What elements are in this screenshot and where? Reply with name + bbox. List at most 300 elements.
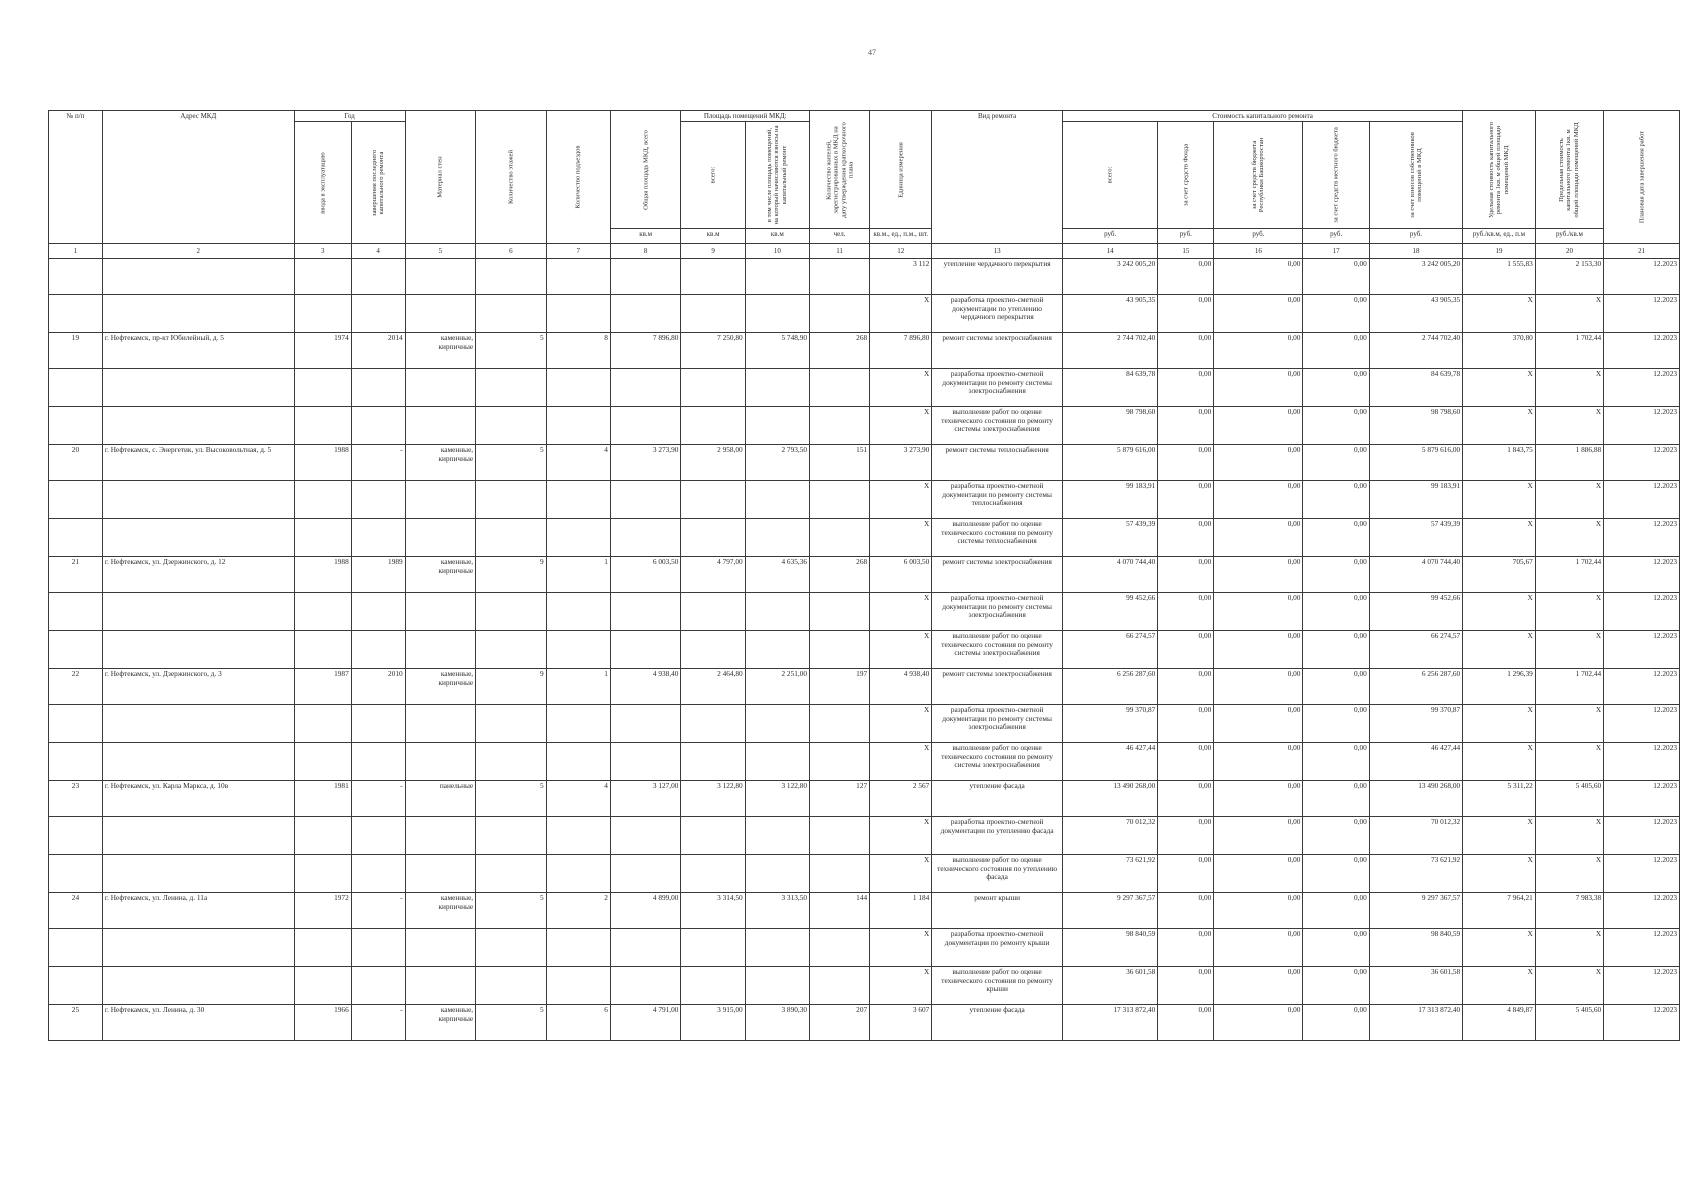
address-cell: г. Нефтекамск, ул. Карла Маркса, д. 10в	[102, 781, 294, 817]
last-repair-cell: 2010	[351, 669, 405, 705]
premises-area-cell	[681, 817, 745, 855]
fund-cell: 0,00	[1158, 705, 1214, 743]
row-number	[49, 481, 103, 519]
premises-area-cell: 4 797,00	[681, 557, 745, 593]
limit-cost-cell: 1 702,44	[1535, 333, 1603, 369]
wall-material-cell	[405, 855, 476, 893]
deadline-cell: 12.2023	[1604, 445, 1680, 481]
unit-value-cell: 1 184	[870, 893, 932, 929]
budget-local-cell: 0,00	[1303, 519, 1369, 557]
cost-total-cell: 98 840,59	[1062, 929, 1157, 967]
deadline-cell: 12.2023	[1604, 893, 1680, 929]
cost-total-cell: 66 274,57	[1062, 631, 1157, 669]
residential-area-cell	[745, 929, 809, 967]
header-residents: Количество жителей, зарегистрированных в МКД на дату утверждения краткосрочного плана	[810, 111, 870, 229]
cost-total-cell: 84 639,78	[1062, 369, 1157, 407]
address-cell	[102, 705, 294, 743]
premises-area-cell: 3 122,80	[681, 781, 745, 817]
last-repair-cell	[351, 743, 405, 781]
work-type-cell: утепление чердачного перекрытия	[932, 259, 1063, 295]
wall-material-cell	[405, 817, 476, 855]
premises-area-cell	[681, 855, 745, 893]
cost-total-cell: 46 427,44	[1062, 743, 1157, 781]
page-number: 47	[868, 48, 876, 57]
wall-material-cell	[405, 259, 476, 295]
column-number: 12	[870, 244, 932, 259]
residents-cell: 268	[810, 557, 870, 593]
entrances-cell	[546, 855, 610, 893]
entrances-cell: 6	[546, 1005, 610, 1041]
work-type-cell: выполнение работ по оценке технического состояния по ремонту системы электроснабжения	[932, 631, 1063, 669]
address-cell: г. Нефтекамск, ул. Ленина, д. 30	[102, 1005, 294, 1041]
row-number	[49, 743, 103, 781]
budget-local-cell: 0,00	[1303, 557, 1369, 593]
residents-cell: 207	[810, 1005, 870, 1041]
row-number	[49, 369, 103, 407]
last-repair-cell: -	[351, 445, 405, 481]
deadline-cell: 12.2023	[1604, 1005, 1680, 1041]
column-number: 7	[546, 244, 610, 259]
commission-year-cell: 1972	[294, 893, 351, 929]
residents-cell: 151	[810, 445, 870, 481]
commission-year-cell	[294, 929, 351, 967]
work-type-cell: выполнение работ по оценке технического состояния по утеплению фасада	[932, 855, 1063, 893]
residents-cell: 127	[810, 781, 870, 817]
specific-cost-cell: X	[1463, 631, 1536, 669]
last-repair-cell	[351, 593, 405, 631]
header-last-repair: завершения последнего капитального ремонта	[351, 122, 405, 244]
unit-value-cell: X	[870, 295, 932, 333]
owners-cell: 66 274,57	[1369, 631, 1462, 669]
residents-cell	[810, 369, 870, 407]
fund-cell: 0,00	[1158, 259, 1214, 295]
floors-cell	[476, 295, 547, 333]
row-number	[49, 259, 103, 295]
work-type-cell: разработка проектно-сметной документации по ремонту системы электроснабжения	[932, 593, 1063, 631]
wall-material-cell	[405, 929, 476, 967]
fund-cell: 0,00	[1158, 481, 1214, 519]
commission-year-cell: 1988	[294, 557, 351, 593]
fund-cell: 0,00	[1158, 817, 1214, 855]
unit-value-cell: X	[870, 631, 932, 669]
budget-rb-cell: 0,00	[1214, 369, 1303, 407]
total-area-cell	[610, 295, 681, 333]
specific-cost-cell: X	[1463, 817, 1536, 855]
budget-local-cell: 0,00	[1303, 1005, 1369, 1041]
cost-total-cell: 9 297 367,57	[1062, 893, 1157, 929]
address-cell	[102, 929, 294, 967]
address-cell	[102, 743, 294, 781]
unit-value-cell: 3 112	[870, 259, 932, 295]
row-number	[49, 295, 103, 333]
unit-value-cell: X	[870, 519, 932, 557]
unit-value-cell: X	[870, 855, 932, 893]
unit-sqm-total: кв.м	[610, 229, 681, 244]
fund-cell: 0,00	[1158, 669, 1214, 705]
commission-year-cell	[294, 259, 351, 295]
total-area-cell: 4 899,00	[610, 893, 681, 929]
fund-cell: 0,00	[1158, 445, 1214, 481]
work-type-cell: ремонт крыши	[932, 893, 1063, 929]
row-number: 24	[49, 893, 103, 929]
wall-material-cell: каменные, кирпичные	[405, 669, 476, 705]
table-row	[49, 333, 1680, 369]
specific-cost-cell: X	[1463, 407, 1536, 445]
residents-cell: 268	[810, 333, 870, 369]
budget-local-cell: 0,00	[1303, 855, 1369, 893]
entrances-cell	[546, 593, 610, 631]
specific-cost-cell: 7 964,21	[1463, 893, 1536, 929]
residential-area-cell	[745, 817, 809, 855]
wall-material-cell	[405, 481, 476, 519]
column-number: 9	[681, 244, 745, 259]
total-area-cell	[610, 817, 681, 855]
column-number: 6	[476, 244, 547, 259]
residents-cell	[810, 593, 870, 631]
entrances-cell	[546, 259, 610, 295]
repair-plan-table	[48, 110, 1680, 1041]
header-fund: за счет средств Фонда	[1158, 122, 1214, 229]
floors-cell: 5	[476, 893, 547, 929]
entrances-cell: 2	[546, 893, 610, 929]
premises-area-cell	[681, 295, 745, 333]
last-repair-cell	[351, 967, 405, 1005]
cost-total-cell: 99 452,66	[1062, 593, 1157, 631]
commission-year-cell	[294, 705, 351, 743]
budget-rb-cell: 0,00	[1214, 557, 1303, 593]
column-number: 3	[294, 244, 351, 259]
residential-area-cell	[745, 481, 809, 519]
column-number: 5	[405, 244, 476, 259]
unit-rub-total: руб.	[1062, 229, 1157, 244]
row-number	[49, 705, 103, 743]
column-number: 16	[1214, 244, 1303, 259]
residents-cell: 197	[810, 669, 870, 705]
residential-area-cell	[745, 593, 809, 631]
premises-area-cell: 3 314,50	[681, 893, 745, 929]
header-total-area: Общая площадь МКД, всего	[610, 111, 681, 229]
table-row	[49, 781, 1680, 817]
last-repair-cell	[351, 519, 405, 557]
row-number: 21	[49, 557, 103, 593]
budget-local-cell: 0,00	[1303, 781, 1369, 817]
table-row	[49, 705, 1680, 743]
unit-value-cell: X	[870, 967, 932, 1005]
commission-year-cell: 1981	[294, 781, 351, 817]
wall-material-cell	[405, 295, 476, 333]
specific-cost-cell: X	[1463, 369, 1536, 407]
row-number: 20	[49, 445, 103, 481]
row-number	[49, 967, 103, 1005]
header-deadline: Плановая дата завершения работ	[1604, 111, 1680, 244]
address-cell	[102, 369, 294, 407]
header-limit: Предельная стоимость капитального ремонта 1кв. м общей площади помещений МКД	[1535, 111, 1603, 229]
column-number: 11	[810, 244, 870, 259]
deadline-cell: 12.2023	[1604, 929, 1680, 967]
floors-cell	[476, 519, 547, 557]
limit-cost-cell: X	[1535, 407, 1603, 445]
budget-rb-cell: 0,00	[1214, 333, 1303, 369]
limit-cost-cell: 7 983,38	[1535, 893, 1603, 929]
specific-cost-cell: X	[1463, 295, 1536, 333]
table-body	[49, 259, 1680, 1041]
entrances-cell	[546, 705, 610, 743]
header-num: № п/п	[49, 111, 103, 244]
unit-rub-specific: руб./кв.м, ед., п.м	[1463, 229, 1536, 244]
residential-area-cell: 3 890,30	[745, 1005, 809, 1041]
limit-cost-cell: X	[1535, 705, 1603, 743]
entrances-cell: 8	[546, 333, 610, 369]
last-repair-cell	[351, 855, 405, 893]
floors-cell	[476, 855, 547, 893]
total-area-cell: 3 127,00	[610, 781, 681, 817]
owners-cell: 98 840,59	[1369, 929, 1462, 967]
commission-year-cell	[294, 631, 351, 669]
total-area-cell: 7 896,80	[610, 333, 681, 369]
work-type-cell: утепление фасада	[932, 1005, 1063, 1041]
table-row	[49, 743, 1680, 781]
wall-material-cell: каменные, кирпичные	[405, 1005, 476, 1041]
cost-total-cell: 3 242 005,20	[1062, 259, 1157, 295]
owners-cell: 98 798,60	[1369, 407, 1462, 445]
table-row	[49, 929, 1680, 967]
header-premises-group: Площадь помещений МКД:	[681, 111, 810, 122]
fund-cell: 0,00	[1158, 781, 1214, 817]
last-repair-cell: 1989	[351, 557, 405, 593]
wall-material-cell	[405, 967, 476, 1005]
residential-area-cell: 3 313,50	[745, 893, 809, 929]
header-entrances: Количество подъездов	[546, 111, 610, 244]
budget-rb-cell: 0,00	[1214, 817, 1303, 855]
budget-rb-cell: 0,00	[1214, 407, 1303, 445]
premises-area-cell	[681, 631, 745, 669]
floors-cell: 9	[476, 669, 547, 705]
deadline-cell: 12.2023	[1604, 333, 1680, 369]
header-year-group: Год	[294, 111, 405, 122]
deadline-cell: 12.2023	[1604, 295, 1680, 333]
budget-rb-cell: 0,00	[1214, 259, 1303, 295]
owners-cell: 99 452,66	[1369, 593, 1462, 631]
last-repair-cell: 2014	[351, 333, 405, 369]
unit-value-cell: 7 896,80	[870, 333, 932, 369]
table-row	[49, 593, 1680, 631]
table-row	[49, 967, 1680, 1005]
residential-area-cell: 4 635,36	[745, 557, 809, 593]
commission-year-cell: 1974	[294, 333, 351, 369]
entrances-cell	[546, 369, 610, 407]
unit-rub-local: руб.	[1303, 229, 1369, 244]
last-repair-cell	[351, 631, 405, 669]
budget-local-cell: 0,00	[1303, 481, 1369, 519]
floors-cell	[476, 481, 547, 519]
total-area-cell	[610, 855, 681, 893]
unit-sqm-res: кв.м	[745, 229, 809, 244]
premises-area-cell	[681, 369, 745, 407]
specific-cost-cell: 1 843,75	[1463, 445, 1536, 481]
residential-area-cell	[745, 519, 809, 557]
total-area-cell: 4 938,40	[610, 669, 681, 705]
column-number: 19	[1463, 244, 1536, 259]
fund-cell: 0,00	[1158, 407, 1214, 445]
budget-rb-cell: 0,00	[1214, 295, 1303, 333]
unit-value-cell: X	[870, 929, 932, 967]
limit-cost-cell: X	[1535, 519, 1603, 557]
wall-material-cell: панельные	[405, 781, 476, 817]
header-work: Вид ремонта	[932, 111, 1063, 244]
unit-value-cell: 2 567	[870, 781, 932, 817]
cost-total-cell: 98 798,60	[1062, 407, 1157, 445]
specific-cost-cell: 5 311,22	[1463, 781, 1536, 817]
unit-value-cell: X	[870, 369, 932, 407]
owners-cell: 4 070 744,40	[1369, 557, 1462, 593]
entrances-cell	[546, 929, 610, 967]
work-type-cell: разработка проектно-сметной документации по ремонту крыши	[932, 929, 1063, 967]
deadline-cell: 12.2023	[1604, 817, 1680, 855]
cost-total-cell: 36 601,58	[1062, 967, 1157, 1005]
cost-total-cell: 2 744 702,40	[1062, 333, 1157, 369]
work-type-cell: выполнение работ по оценке технического состояния по ремонту системы электроснабжения	[932, 743, 1063, 781]
entrances-cell	[546, 519, 610, 557]
last-repair-cell	[351, 407, 405, 445]
row-number	[49, 593, 103, 631]
deadline-cell: 12.2023	[1604, 259, 1680, 295]
work-type-cell: разработка проектно-сметной документации по ремонту системы электроснабжения	[932, 369, 1063, 407]
total-area-cell	[610, 743, 681, 781]
unit-value-cell: 6 003,50	[870, 557, 932, 593]
entrances-cell	[546, 967, 610, 1005]
entrances-cell	[546, 295, 610, 333]
table-row	[49, 669, 1680, 705]
budget-rb-cell: 0,00	[1214, 631, 1303, 669]
commission-year-cell	[294, 519, 351, 557]
limit-cost-cell: X	[1535, 855, 1603, 893]
work-type-cell: ремонт системы электроснабжения	[932, 669, 1063, 705]
specific-cost-cell: X	[1463, 743, 1536, 781]
unit-value-cell: 3 607	[870, 1005, 932, 1041]
header-address: Адрес МКД	[102, 111, 294, 244]
last-repair-cell	[351, 481, 405, 519]
unit-rub-limit: руб./кв.м	[1535, 229, 1603, 244]
premises-area-cell	[681, 519, 745, 557]
cost-total-cell: 70 012,32	[1062, 817, 1157, 855]
address-cell: г. Нефтекамск, с. Энергетик, ул. Высоковольтная, д. 5	[102, 445, 294, 481]
total-area-cell: 3 273,90	[610, 445, 681, 481]
residential-area-cell	[745, 705, 809, 743]
last-repair-cell	[351, 817, 405, 855]
owners-cell: 73 621,92	[1369, 855, 1462, 893]
column-number: 15	[1158, 244, 1214, 259]
floors-cell	[476, 259, 547, 295]
cost-total-cell: 4 070 744,40	[1062, 557, 1157, 593]
limit-cost-cell: X	[1535, 481, 1603, 519]
limit-cost-cell: X	[1535, 631, 1603, 669]
address-cell	[102, 855, 294, 893]
limit-cost-cell: X	[1535, 817, 1603, 855]
unit-rub-rb: руб.	[1214, 229, 1303, 244]
address-cell	[102, 967, 294, 1005]
specific-cost-cell: X	[1463, 929, 1536, 967]
fund-cell: 0,00	[1158, 557, 1214, 593]
work-type-cell: выполнение работ по оценке технического состояния по ремонту системы электроснабжения	[932, 407, 1063, 445]
residents-cell	[810, 855, 870, 893]
specific-cost-cell: X	[1463, 481, 1536, 519]
budget-local-cell: 0,00	[1303, 445, 1369, 481]
limit-cost-cell: X	[1535, 593, 1603, 631]
floors-cell	[476, 407, 547, 445]
header-premises-residential: в том числе площадь помещений, на который начисляются взносы на капитальный ремонт	[745, 122, 809, 229]
entrances-cell: 1	[546, 669, 610, 705]
entrances-cell	[546, 743, 610, 781]
budget-local-cell: 0,00	[1303, 669, 1369, 705]
owners-cell: 6 256 287,60	[1369, 669, 1462, 705]
owners-cell: 99 370,87	[1369, 705, 1462, 743]
wall-material-cell: каменные, кирпичные	[405, 333, 476, 369]
owners-cell: 57 439,39	[1369, 519, 1462, 557]
residents-cell: 144	[810, 893, 870, 929]
budget-local-cell: 0,00	[1303, 893, 1369, 929]
budget-local-cell: 0,00	[1303, 259, 1369, 295]
fund-cell: 0,00	[1158, 893, 1214, 929]
budget-rb-cell: 0,00	[1214, 705, 1303, 743]
floors-cell	[476, 967, 547, 1005]
row-number	[49, 519, 103, 557]
specific-cost-cell: X	[1463, 519, 1536, 557]
deadline-cell: 12.2023	[1604, 593, 1680, 631]
budget-local-cell: 0,00	[1303, 817, 1369, 855]
fund-cell: 0,00	[1158, 519, 1214, 557]
floors-cell	[476, 369, 547, 407]
premises-area-cell	[681, 743, 745, 781]
entrances-cell	[546, 481, 610, 519]
premises-area-cell	[681, 967, 745, 1005]
floors-cell: 5	[476, 333, 547, 369]
entrances-cell: 4	[546, 445, 610, 481]
residential-area-cell	[745, 407, 809, 445]
table-row	[49, 855, 1680, 893]
deadline-cell: 12.2023	[1604, 781, 1680, 817]
commission-year-cell	[294, 369, 351, 407]
header-unit: Единица измерения	[870, 111, 932, 229]
wall-material-cell	[405, 519, 476, 557]
fund-cell: 0,00	[1158, 743, 1214, 781]
limit-cost-cell: X	[1535, 743, 1603, 781]
work-type-cell: выполнение работ по оценке технического состояния по ремонту крыши	[932, 967, 1063, 1005]
deadline-cell: 12.2023	[1604, 743, 1680, 781]
header-floors: Количество этажей	[476, 111, 547, 244]
residents-cell	[810, 817, 870, 855]
premises-area-cell	[681, 705, 745, 743]
limit-cost-cell: 5 405,60	[1535, 781, 1603, 817]
work-type-cell: разработка проектно-сметной документации по утеплению чердачного перекрытия	[932, 295, 1063, 333]
residential-area-cell: 3 122,80	[745, 781, 809, 817]
owners-cell: 99 183,91	[1369, 481, 1462, 519]
header-cost-total: всего:	[1062, 122, 1157, 229]
budget-rb-cell: 0,00	[1214, 669, 1303, 705]
residential-area-cell: 5 748,90	[745, 333, 809, 369]
fund-cell: 0,00	[1158, 1005, 1214, 1041]
budget-local-cell: 0,00	[1303, 333, 1369, 369]
cost-total-cell: 17 313 872,40	[1062, 1005, 1157, 1041]
unit-measure: кв.м., ед., п.м., шт.	[870, 229, 932, 244]
limit-cost-cell: 1 702,44	[1535, 557, 1603, 593]
entrances-cell	[546, 817, 610, 855]
total-area-cell: 4 791,00	[610, 1005, 681, 1041]
work-type-cell: ремонт системы электроснабжения	[932, 557, 1063, 593]
floors-cell: 5	[476, 445, 547, 481]
wall-material-cell	[405, 743, 476, 781]
column-number: 8	[610, 244, 681, 259]
budget-rb-cell: 0,00	[1214, 781, 1303, 817]
